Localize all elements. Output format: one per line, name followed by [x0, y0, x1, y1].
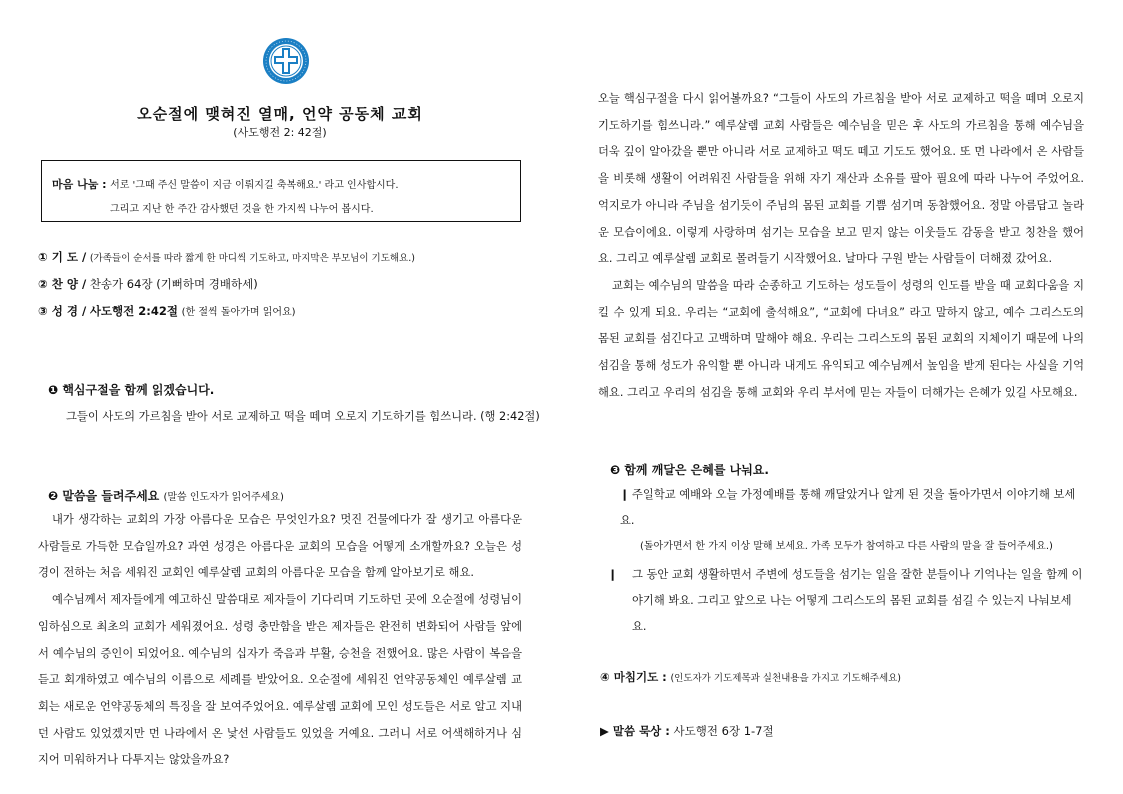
order-hymn-label: ② 찬 양 /	[38, 277, 87, 291]
order-hymn	[38, 276, 258, 292]
meditation	[600, 723, 774, 739]
section3-question-2	[608, 562, 1086, 640]
right-paragraph-2: 교회는 예수님의 말씀을 따라 순종하고 기도하는 성도들이 성령의 인도를 받을 때 교회다움을 지킬 수 있게 되요. 우리는 “교회에 출석해요”, “교회에 다녀요” 라고 말하지 않고, 예수 그리스도의 몸된 교회를 섬긴다고 고백하며 말해야 해요. 우리는 그리스도의 몸된 교회의 지체이기 때문에 나의 섬김을 통해 성도가 유익할 뿐 아니라 내게도 유익되고 예수님께서 높임을 받게 된다는 사실을 기억해요. 그리고 우리의 섬김을 통해 교회와 우리 부서에 믿는 자들이 더해가는 은혜가 있길 사모해요.	[598, 278, 1084, 399]
section3-heading: ❸ 함께 깨달은 은혜를 나눠요.	[610, 463, 769, 477]
order-scripture	[38, 303, 296, 319]
section1-heading: ❶ 핵심구절을 함께 읽겠습니다.	[48, 383, 215, 397]
order-scripture-text: 사도행전 2:42절	[89, 304, 178, 318]
order-prayer-note: (가족들이 순서를 따라 짧게 한 마디씩 기도하고, 마지막은 부모님이 기도해요.)	[89, 253, 415, 264]
closing-prayer-note: (인도자가 기도제목과 실천내용을 가지고 기도해주세요)	[670, 673, 902, 684]
heart-sharing-box	[41, 160, 521, 222]
closing-prayer-label: ④ 마침기도 :	[600, 670, 667, 684]
section2-paragraph-2: 예수님께서 제자들에게 예고하신 말씀대로 제자들이 기다리며 기도하던 곳에 오순절에 성령님이 임하심으로 최초의 교회가 세워졌어요. 성령 충만함을 받은 제자들은 완전히 변화되어 사람들 앞에서 예수님의 증인이 되었어요. 예수님의 십자가 죽음과 부활, 승천을 전했어요. 많은 사람이 복음을 듣고 회개하였고 예수님의 이름으로 세례를 받았어요. 오순절에 세워진 언약공동체인 예루살렘 교회는 새로운 언약공동체의 특징을 잘 보여주었어요. 예루살렘 교회에 모인 성도들은 서로 알고 지내던 사람도 있었겠지만 먼 나라에서 온 낯선 사람들도 있었을 거예요. 그러니 서로 어색해하거나 심지어 미워하거나 다투지는 않았을까요?	[38, 593, 522, 767]
right-body	[598, 86, 1084, 406]
section3-question-1	[620, 482, 1086, 560]
heart-sharing-text-2: 그리고 지난 한 주간 감사했던 것을 한 가지씩 나누어 봅시다.	[110, 204, 374, 215]
question-1-text: 주일학교 예배와 오늘 가정예배를 통해 깨달았거나 알게 된 것을 돌아가면서 이야기해 보세요.	[620, 488, 1076, 527]
section2-heading-text: ❷ 말씀을 들려주세요	[48, 489, 160, 503]
order-prayer	[38, 249, 415, 265]
section2-paragraph-1: 내가 생각하는 교회의 가장 아름다운 모습은 무엇인가요? 멋진 건물에다가 잘 생기고 아름다운 사람들로 가득한 모습일까요? 과연 성경은 아름다운 교회의 모습을 어떻게 소개할까요? 오늘은 성경이 전하는 처음 세워진 교회인 예루살렘 교회의 아름다운 모습을 함께 알아보기로 해요.	[38, 513, 522, 580]
section2-body	[38, 507, 522, 774]
question-1-note: (돌아가면서 한 가지 이상 말해 보세요. 가족 모두가 참여하고 다른 사람의 말을 잘 들어주세요.)	[640, 541, 1053, 552]
page-title: 오순절에 맺혀진 열매, 언약 공동체 교회	[137, 105, 423, 123]
right-paragraph-1: 오늘 핵심구절을 다시 읽어볼까요? “그들이 사도의 가르침을 받아 서로 교제하고 떡을 떼며 오로지 기도하기를 힘쓰니라.” 예루살렘 교회 사람들은 예수님을 믿은 후 사도의 가르침을 통해 예수님을 더욱 깊이 알아갔을 뿐만 아니라 서로 교제하고 떡도 떼고 기도도 했어요. 또 먼 나라에서 온 사람들을 비롯해 생활이 어려워진 사람들을 위해 자기 재산과 소유를 팔아 필요에 따라 나누어 주었어요. 억지로가 아니라 주님을 섬기듯이 주님의 몸된 교회를 기쁨 섬기며 동참했어요. 정말 아름답고 놀라운 모습이에요. 이렇게 사랑하며 섬기는 모습을 보고 믿지 않는 이웃들도 감동을 받고 칭찬을 했어요. 그리고 예루살렘 교회로 몰려들기 시작했어요. 날마다 구원 받는 사람들이 더해졌 갔어요.	[598, 92, 1084, 266]
order-prayer-label: ① 기 도 /	[38, 250, 87, 264]
church-logo-icon	[262, 37, 310, 85]
bullet-icon: ❙	[608, 568, 618, 581]
order-scripture-note: (한 절씩 돌아가며 읽어요)	[181, 307, 296, 318]
page-subtitle: (사도행전 2: 42절)	[233, 126, 327, 139]
order-scripture-label: ③ 성 경 /	[38, 304, 87, 318]
section2-heading-note: (말씀 인도자가 읽어주세요)	[163, 492, 284, 503]
heart-sharing-text-1: 서로 '그때 주신 말씀이 지금 이뤄지길 축복해요.' 라고 인사합시다.	[110, 180, 399, 191]
question-2-text: 그 동안 교회 생활하면서 주변에 성도들을 섬기는 일을 잘한 분들이나 기억나는 일을 함께 이야기해 봐요. 그리고 앞으로 나는 어떻게 그리스도의 몸된 교회를 섬길 수 있는지 나눠보세요.	[632, 568, 1083, 633]
bullet-icon: ❙	[620, 488, 630, 501]
section1-verse: 그들이 사도의 가르침을 받아 서로 교제하고 떡을 떼며 오로지 기도하기를 힘쓰니라. (행 2:42절)	[66, 410, 540, 423]
section2-heading	[48, 487, 284, 504]
heart-sharing-line-1	[52, 173, 510, 198]
meditation-text: 사도행전 6장 1-7절	[673, 724, 774, 738]
order-hymn-text: 찬송가 64장 (기뻐하며 경배하세)	[89, 277, 258, 291]
closing-prayer	[600, 669, 901, 685]
meditation-label: ▶ 말씀 묵상 :	[600, 724, 670, 738]
heart-sharing-label: 마음 나눔 :	[52, 178, 107, 191]
